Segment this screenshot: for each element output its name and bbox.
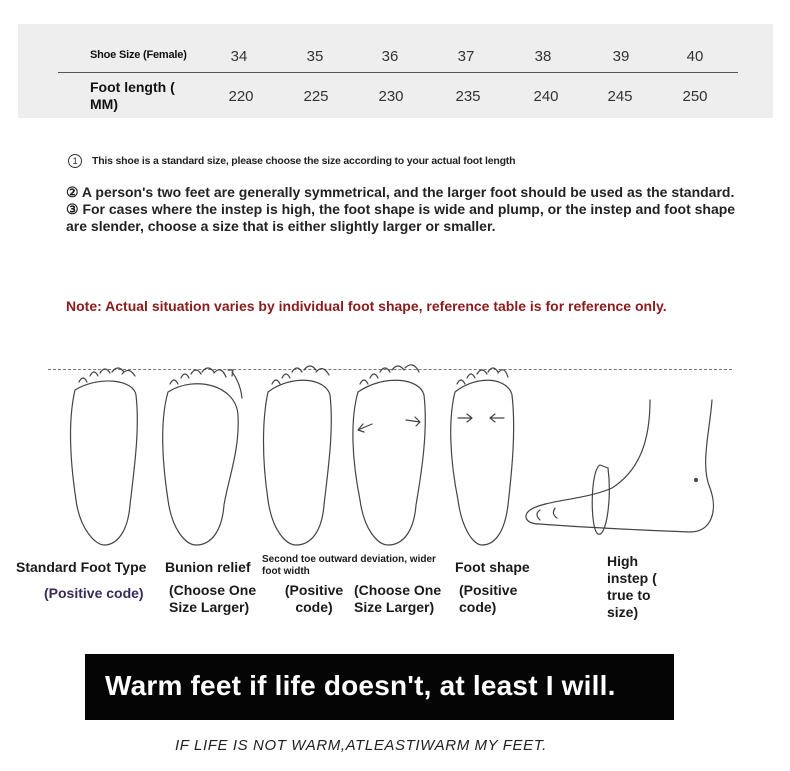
length-cell: 245 <box>607 88 633 105</box>
second-toe-foot-icon <box>264 366 332 545</box>
foot-shape-subtitle-2: (Positive code) <box>459 582 518 615</box>
foot-shape-subtitle: (Choose One Size Larger) <box>354 582 442 615</box>
foot-length-row <box>18 79 773 115</box>
size-cell: 39 <box>612 48 630 65</box>
length-cell: 235 <box>455 88 481 105</box>
high-instep-title: High instep ( true to size) <box>607 553 657 620</box>
length-cell: 220 <box>228 88 254 105</box>
bunion-foot-icon <box>163 368 242 545</box>
footer-text: IF LIFE IS NOT WARM,ATLEASTIWARM MY FEET. <box>175 737 547 754</box>
size-cell: 35 <box>306 48 324 65</box>
warning-note: Note: Actual situation varies by individual foot shape, reference table is for reference only. <box>66 298 667 314</box>
size-cell: 38 <box>534 48 552 65</box>
foot-illustrations <box>0 360 790 560</box>
length-cell: 240 <box>533 88 559 105</box>
foot-shape-title: Foot shape <box>455 559 530 575</box>
wide-foot-icon <box>353 365 425 545</box>
note-one-marker: 1 <box>68 154 82 168</box>
size-table <box>18 24 773 118</box>
standard-foot-subtitle: (Positive code) <box>44 585 144 601</box>
standard-foot-title: Standard Foot Type <box>16 559 147 575</box>
shoe-size-label: Shoe Size (Female) <box>90 49 187 61</box>
table-divider <box>58 72 738 73</box>
foot-length-label: Foot length ( MM) <box>90 79 175 112</box>
size-cell: 40 <box>686 48 704 65</box>
note-one-text: This shoe is a standard size, please choose the size according to your actual foot length <box>92 154 516 167</box>
size-cell: 37 <box>457 48 475 65</box>
note-one <box>68 154 515 168</box>
narrow-foot-icon <box>451 368 514 545</box>
slogan-banner <box>85 654 674 720</box>
length-cell: 250 <box>682 88 708 105</box>
note-two-three: ② A person's two feet are generally symmetrical, and the larger foot should be used as the standard. ③ For cases where the instep is high, the foot shape is wide and plump, or the instep and foot shape are slender, choose a size that is either slightly larger or smaller. <box>66 184 736 234</box>
second-toe-title: Second toe outward deviation, wider foot width <box>262 554 436 577</box>
size-chart-panel <box>0 0 790 272</box>
standard-foot-icon <box>71 368 138 545</box>
high-instep-foot-icon <box>526 400 713 534</box>
bunion-title: Bunion relief <box>165 559 251 575</box>
size-cell: 36 <box>381 48 399 65</box>
bunion-subtitle: (Choose One Size Larger) <box>169 582 257 615</box>
size-cell: 34 <box>230 48 248 65</box>
shoe-size-row <box>18 46 773 68</box>
length-cell: 225 <box>303 88 329 105</box>
slogan-text: Warm feet if life doesn't, at least I will. <box>105 670 616 701</box>
length-cell: 230 <box>378 88 404 105</box>
second-toe-subtitle: (Positive code) <box>284 582 344 615</box>
